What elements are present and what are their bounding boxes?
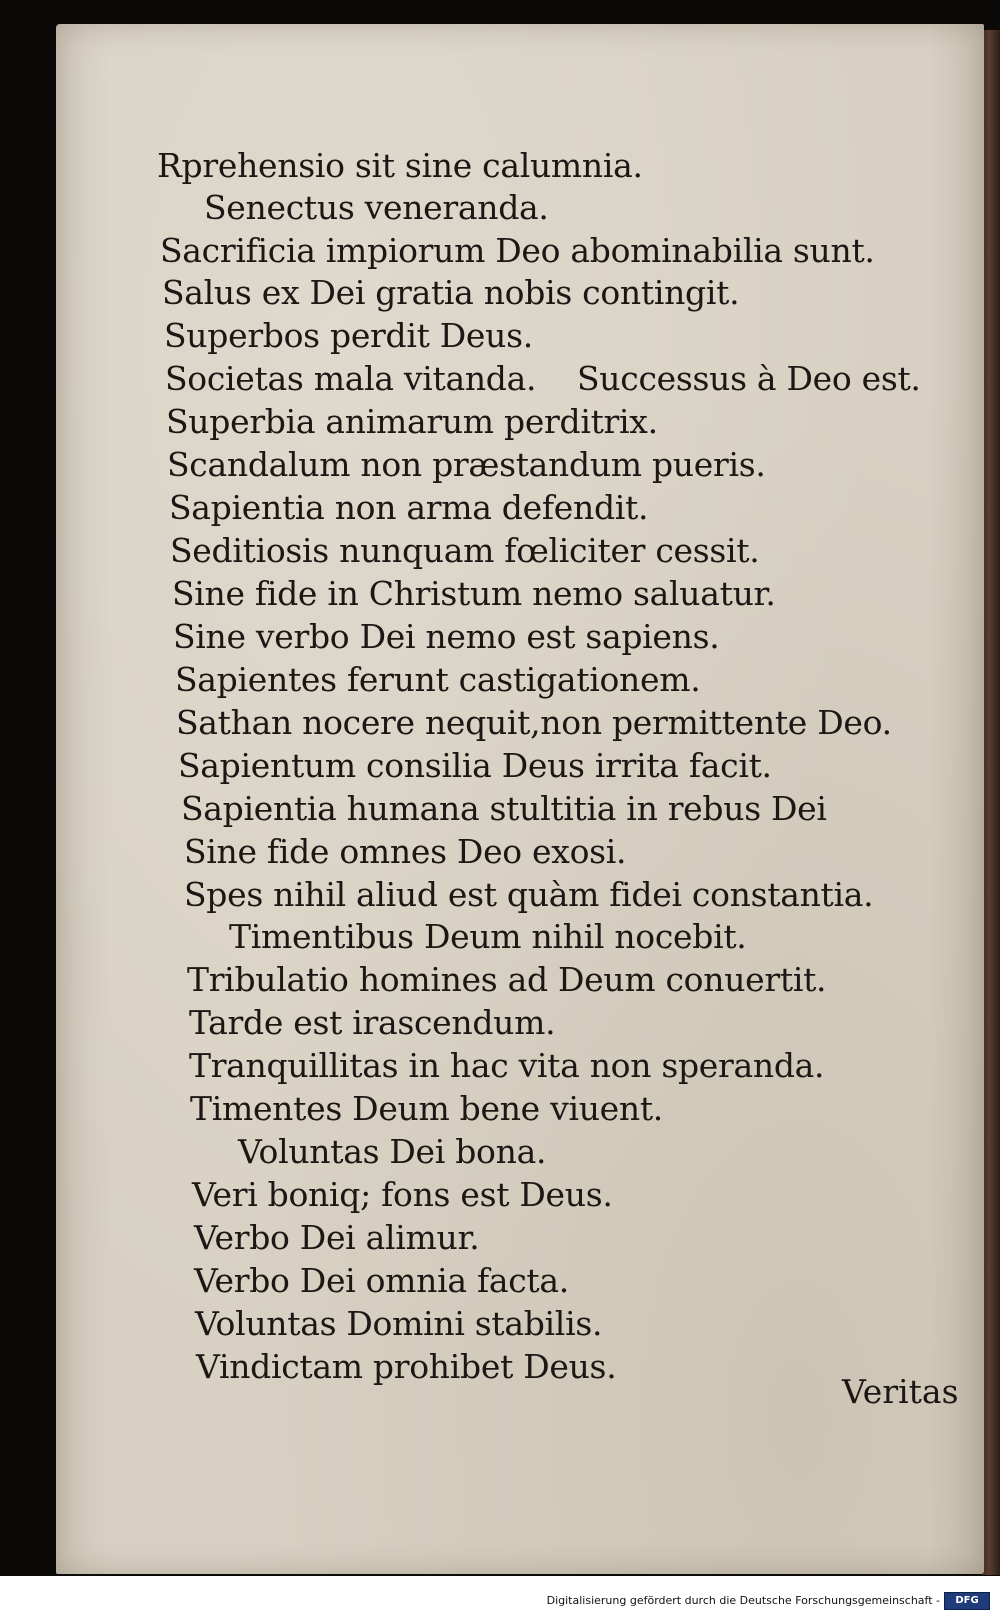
verse-line: Voluntas Domini stabilis.: [195, 1304, 603, 1343]
verse-line: Sapientes ferunt castigationem.: [175, 660, 701, 699]
verse-line: Successus à Deo est.: [577, 359, 921, 398]
verse-line: Superbia animarum perditrix.: [166, 402, 658, 441]
verse-line: Sapientia non arma defendit.: [169, 488, 649, 527]
catchword: Veritas: [842, 1372, 959, 1411]
verse-line: Spes nihil aliud est quàm fidei constantia.: [184, 875, 874, 914]
dfg-logo: DFG: [944, 1592, 990, 1610]
verse-line: Sine fide omnes Deo exosi.: [184, 832, 627, 871]
verse-line: Sine fide in Christum nemo saluatur.: [172, 574, 776, 613]
verse-line: Sapientum consilia Deus irrita facit.: [178, 746, 772, 785]
verse-line: Scandalum non præstandum pueris.: [167, 445, 766, 484]
verse-line: Salus ex Dei gratia nobis contingit.: [162, 273, 740, 312]
footer-credit: Digitalisierung gefördert durch die Deutsche Forschungsgemeinschaft -: [546, 1594, 940, 1607]
verse-line: Tribulatio homines ad Deum conuertit.: [187, 960, 827, 999]
verse-line: Voluntas Dei bona.: [238, 1132, 547, 1171]
verse-line: Verbo Dei omnia facta.: [194, 1261, 569, 1300]
verse-line: Veri boniq; fons est Deus.: [192, 1175, 613, 1214]
verse-line: Superbos perdit Deus.: [164, 316, 533, 355]
verse-line: Sathan nocere nequit,non permittente Deo.: [176, 703, 892, 742]
verse-line: Vindictam prohibet Deus.: [196, 1347, 617, 1386]
verse-line: Tarde est irascendum.: [189, 1003, 556, 1042]
verse-line: Sacrificia impiorum Deo abominabilia sunt.: [160, 231, 875, 270]
verse-line: Timentes Deum bene viuent.: [190, 1089, 663, 1128]
verse-line: Tranquillitas in hac vita non speranda.: [189, 1046, 825, 1085]
verse-line: Senectus veneranda.: [204, 188, 549, 227]
verse-line: Rprehensio sit sine calumnia.: [157, 146, 643, 185]
verse-line: Sine verbo Dei nemo est sapiens.: [173, 617, 720, 656]
verse-line: Verbo Dei alimur.: [194, 1218, 480, 1257]
verse-line: Sapientia humana stultitia in rebus Dei: [181, 789, 827, 828]
book-edge: [982, 30, 1000, 1575]
verse-line: Societas mala vitanda.: [165, 359, 537, 398]
verse-line: Seditiosis nunquam fœliciter cessit.: [170, 531, 760, 570]
verse-line: Timentibus Deum nihil nocebit.: [229, 917, 747, 956]
